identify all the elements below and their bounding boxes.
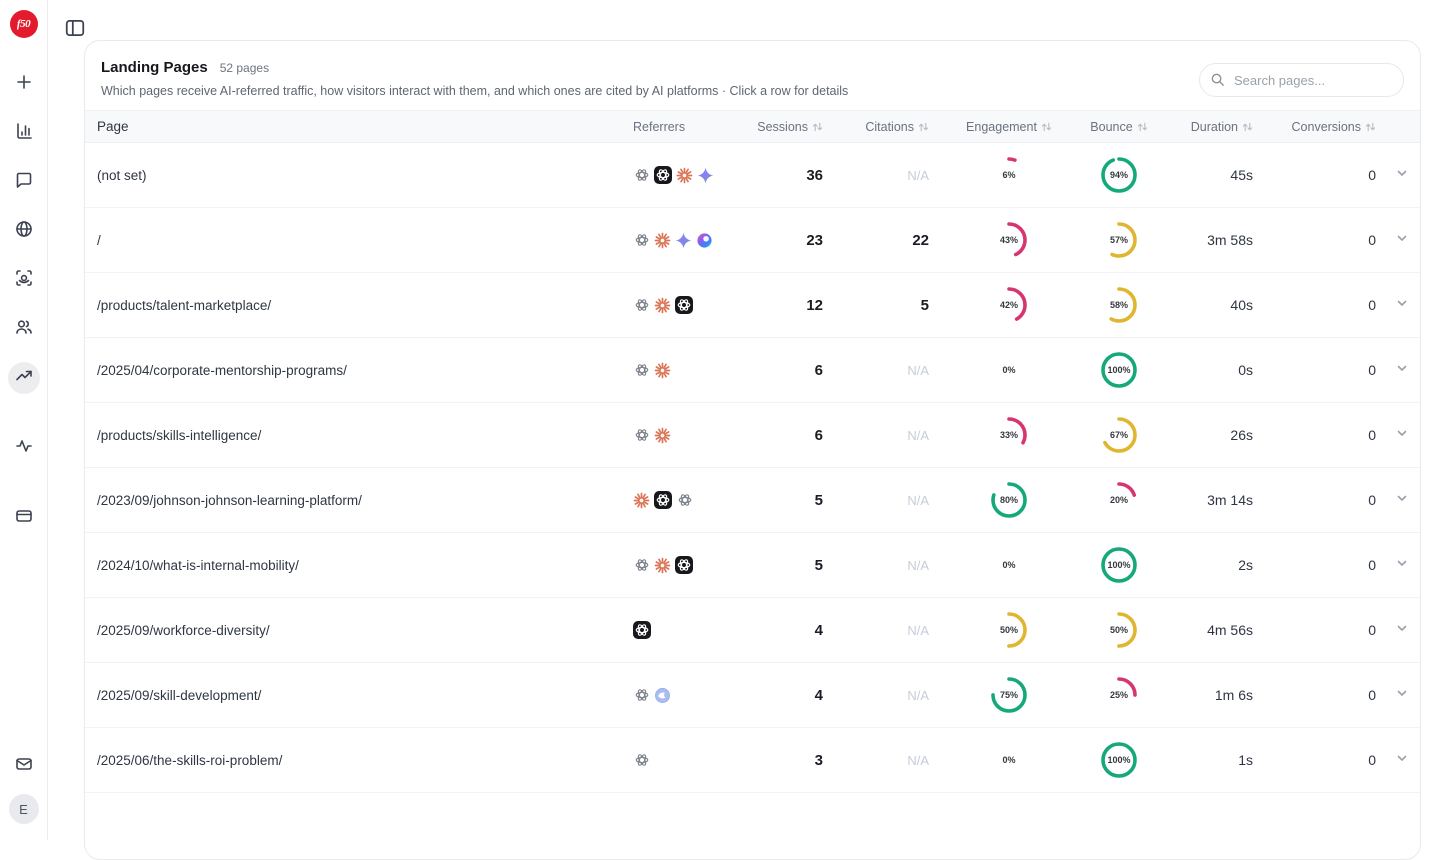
duration-value: 45s [1230,167,1253,183]
claude-icon [654,362,671,379]
sort-icon [1242,121,1253,133]
duration-value: 3m 58s [1207,232,1253,248]
page-path: /products/skills-intelligence/ [97,427,262,443]
panel-left-icon [64,26,86,43]
bounce-donut: 100% [1100,351,1138,389]
referrer-icons [633,621,745,639]
table-row[interactable] [85,338,1420,403]
table-row[interactable] [85,403,1420,468]
sidebar-item-analytics[interactable] [8,362,40,394]
app-logo[interactable]: f50 [10,10,38,38]
column-header-bounce[interactable]: Bounce [1069,120,1169,134]
sessions-value: 5 [814,556,823,574]
chevron-down-icon [1395,491,1409,510]
trending-up-icon [15,367,33,390]
chevron-down-icon [1395,361,1409,380]
claude-icon [654,297,671,314]
page-path: /2024/10/what-is-internal-mobility/ [97,557,299,573]
duration-value: 1s [1238,752,1253,768]
citations-value: N/A [907,752,929,768]
citations-value: N/A [907,362,929,378]
duration-value: 1m 6s [1214,687,1253,703]
chevron-down-icon [1395,296,1409,315]
duration-value: 40s [1230,297,1253,313]
chevron-down-icon [1395,686,1409,705]
referrer-icons [633,687,745,704]
citations-value: 5 [920,296,929,314]
citations-value: 22 [912,231,929,249]
chatgpt-icon [676,492,693,509]
sessions-value: 23 [806,231,823,249]
chevron-down-icon [1395,751,1409,770]
row-expand-button[interactable] [1382,296,1421,315]
page-title: Landing Pages [101,59,208,76]
copilot-icon [696,232,713,249]
engagement-donut: 75% [990,676,1028,714]
sessions-value: 36 [806,166,823,184]
table-header [85,110,1420,143]
deepseek-icon [654,687,671,704]
table-row[interactable] [85,208,1420,273]
chat-icon [15,171,33,194]
conversions-value: 0 [1368,492,1376,508]
users-icon [15,318,33,341]
duration-value: 2s [1238,557,1253,573]
conversions-value: 0 [1368,427,1376,443]
engagement-donut: 42% [990,286,1028,324]
sidebar-item-activity[interactable] [8,432,40,464]
globe-icon [15,220,33,243]
activity-icon [15,437,33,460]
row-expand-button[interactable] [1382,686,1421,705]
conversions-value: 0 [1368,232,1376,248]
chatgpt-icon [633,752,650,769]
citations-value: N/A [907,427,929,443]
referrer-icons [633,491,745,509]
chatgpt-icon [633,687,650,704]
claude-icon [654,557,671,574]
sidebar-item-billing[interactable] [8,502,40,534]
card-header [85,41,1420,110]
sort-icon [812,121,823,133]
table-row[interactable] [85,143,1420,208]
user-avatar[interactable]: E [9,794,39,824]
row-expand-button[interactable] [1382,166,1421,185]
sessions-value: 12 [806,296,823,314]
engagement-donut: 0% [1002,755,1016,765]
gemini-icon [675,232,692,249]
chevron-down-icon [1395,426,1409,445]
bounce-donut: 94% [1100,156,1138,194]
chevron-down-icon [1395,556,1409,575]
column-header-page: Page [97,119,129,134]
page-path: /2023/09/johnson-johnson-learning-platform/ [97,492,362,508]
conversions-value: 0 [1368,557,1376,573]
engagement-donut: 0% [1002,365,1016,375]
duration-value: 26s [1230,427,1253,443]
row-expand-button[interactable] [1382,491,1421,510]
chevron-down-icon [1395,231,1409,250]
conversions-value: 0 [1368,167,1376,183]
column-header-conversions[interactable]: Conversions [1291,120,1382,134]
referrer-icons [633,232,745,249]
sessions-value: 6 [814,426,823,444]
engagement-donut: 43% [990,221,1028,259]
referrer-icons [633,166,745,184]
search-icon [1210,72,1225,92]
page-path: (not set) [97,167,147,183]
page-path: /products/talent-marketplace/ [97,297,272,313]
column-header-engagement[interactable]: Engagement [949,120,1069,134]
plus-icon [15,73,33,96]
page-subtitle: Which pages receive AI-referred traffic, how visitors interact with them, and which ones are cited by AI platforms · Click a row for details [101,84,849,98]
sidebar-item-conversations[interactable] [8,166,40,198]
sort-icon [918,121,929,133]
page-path: /2025/09/skill-development/ [97,687,262,703]
column-header-duration[interactable]: Duration [1159,120,1291,134]
mail-icon [15,755,33,778]
referrer-icons [633,362,745,379]
conversions-value: 0 [1368,752,1376,768]
referrer-icons [633,427,745,444]
bounce-donut: 57% [1100,221,1138,259]
table-row[interactable] [85,663,1420,728]
bounce-donut: 100% [1100,741,1138,779]
table-row[interactable] [85,273,1420,338]
conversions-value: 0 [1368,622,1376,638]
bounce-donut: 25% [1100,676,1138,714]
claude-icon [654,232,671,249]
row-expand-button[interactable] [1382,556,1421,575]
citations-value: N/A [907,492,929,508]
citations-value: N/A [907,687,929,703]
chatgpt-icon [633,427,650,444]
perplexity-icon [675,556,693,574]
page-path: /2025/04/corporate-mentorship-programs/ [97,362,347,378]
sessions-value: 4 [814,686,823,704]
conversions-value: 0 [1368,362,1376,378]
chevron-down-icon [1395,166,1409,185]
referrer-icons [633,556,745,574]
gemini-icon [697,167,714,184]
bar-chart-icon [15,122,33,145]
duration-value: 4m 56s [1207,622,1253,638]
engagement-donut: 50% [990,611,1028,649]
sidebar [0,0,48,840]
table-body [85,143,1420,793]
page-path: / [97,232,101,248]
citations-value: N/A [907,622,929,638]
scan-eye-icon [15,269,33,292]
duration-value: 0s [1238,362,1253,378]
sidebar-item-mail[interactable] [8,750,40,782]
bounce-donut: 50% [1100,611,1138,649]
landing-pages-card [84,40,1421,860]
row-expand-button[interactable] [1382,361,1421,380]
sessions-value: 4 [814,621,823,639]
engagement-donut: 33% [990,416,1028,454]
sidebar-item-reports[interactable] [8,117,40,149]
sessions-value: 6 [814,361,823,379]
page-path: /2025/06/the-skills-roi-problem/ [97,752,283,768]
page-path: /2025/09/workforce-diversity/ [97,622,270,638]
engagement-donut: 6% [990,156,1028,194]
perplexity-icon [654,491,672,509]
credit-card-icon [15,507,33,530]
row-expand-button[interactable] [1382,426,1421,445]
referrer-icons [633,752,745,769]
table-row-partial [85,793,1420,824]
sessions-value: 3 [814,751,823,769]
citations-value: N/A [907,557,929,573]
page-count-badge: 52 pages [219,61,270,75]
chatgpt-icon [633,297,650,314]
table-row[interactable] [85,728,1420,793]
referrer-icons [633,296,745,314]
table-row[interactable] [85,468,1420,533]
sort-icon [1365,121,1376,133]
conversions-value: 0 [1368,687,1376,703]
column-header-citations[interactable]: Citations [833,120,939,134]
claude-icon [654,427,671,444]
table-row[interactable] [85,533,1420,598]
column-header-sessions[interactable]: Sessions [745,120,833,134]
sort-icon [1041,121,1052,133]
claude-icon [676,167,693,184]
bounce-donut: 67% [1100,416,1138,454]
sidebar-item-web[interactable] [8,215,40,247]
bounce-donut: 58% [1100,286,1138,324]
sessions-value: 5 [814,491,823,509]
perplexity-icon [633,621,651,639]
sidebar-toggle-button[interactable] [64,17,86,39]
sidebar-item-audience[interactable] [8,313,40,345]
perplexity-icon [675,296,693,314]
chatgpt-icon [633,167,650,184]
row-expand-button[interactable] [1382,231,1421,250]
bounce-donut: 100% [1100,546,1138,584]
sidebar-item-new[interactable] [8,68,40,100]
chatgpt-icon [633,557,650,574]
duration-value: 3m 14s [1207,492,1253,508]
chevron-down-icon [1395,621,1409,640]
claude-icon [633,492,650,509]
conversions-value: 0 [1368,297,1376,313]
sidebar-item-monitoring[interactable] [8,264,40,296]
column-header-referrers: Referrers [633,119,686,134]
chatgpt-icon [633,362,650,379]
chatgpt-icon [633,232,650,249]
perplexity-icon [654,166,672,184]
engagement-donut: 80% [990,481,1028,519]
search-input[interactable] [1199,63,1404,97]
citations-value: N/A [907,167,929,183]
row-expand-button[interactable] [1382,621,1421,640]
row-expand-button[interactable] [1382,751,1421,770]
engagement-donut: 0% [1002,560,1016,570]
table-row[interactable] [85,598,1420,663]
bounce-donut: 20% [1100,481,1138,519]
sort-icon [1137,121,1148,133]
